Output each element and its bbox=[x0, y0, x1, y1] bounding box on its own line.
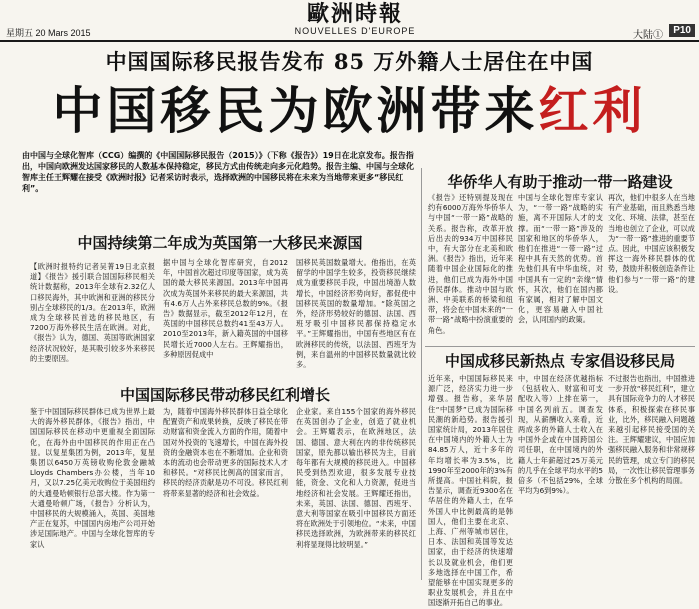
section-title-3: 华侨华人有助于推动一带一路建设 bbox=[447, 173, 673, 191]
section3-column3: 再次，他们中很多人在当地有产业基础，而且熟悉当地文化、环境、法律，甚至在当地也创立了企业，可以成为“一带一路”推进的重要节点。因此，中国应该积极发挥这一海外移民群体的优势，鼓励并积极创造条件让他们参与“一带一路”的建设。 bbox=[608, 193, 695, 294]
section2-column3: 企业家。来自155个国家的海外移民在英国创办了企业，创造了就业机会。王辉耀表示，在欧洲地区，法国、德国、意大利在内的非传统移民国家，原先都以输出移民为主，目前每年都有大规模的移民进入。中国移民受到热烈欢迎，很多发展专业技能，资金、文化和人力资源，促进当地经济和社会发展。王辉耀还指出，未来，英国、法国、德国、西班牙、意大利等国家在吸引中国移民方面还将在欧洲处于引领地位。“未来，中国移民选择欧洲，为欧洲带来的移民红利将显现得比较明显。” bbox=[296, 407, 416, 549]
kicker-headline: 中国国际移民报告发布 85 万外籍人士居住在中国 bbox=[105, 49, 594, 74]
section4-column2: 中，中国在经济优越指标（包括收入、财富和可支配收入等）上排在第一，中国名列前五。调查发现，从薪酬收入来看，近两成多的外籍人士收入在中国外企或在中国跨国公司任职，在中国境内的外籍人士年薪超过25万美元的几乎在全球平均水平的5倍多（不包括29%，全球平均为6到9%）。 bbox=[518, 374, 603, 496]
edition-label: 大陆① bbox=[633, 30, 663, 41]
section-title-1: 中国持续第二年成为英国第一大移民来源国 bbox=[77, 234, 363, 252]
masthead bbox=[0, 0, 699, 42]
newspaper-logo bbox=[290, 2, 420, 36]
section3-column2: 中国与全球化智库专家认为，“一带一路”战略的实施，离不开国际人才的支撑。而“一带一路”涉及的国家和地区的华侨华人，他们在推进“一带一路”过程中具有天然的优势。首先他们具有中华血统，对中国具有一定的“亲缘”情怀，其次，他们在国内都有家属，相对了解中国文化，更容易融入中国社会，认同国内的政策。 bbox=[518, 193, 603, 325]
page-number: P10 bbox=[669, 24, 695, 37]
section4-column3: 不过报告也指出，中国推进一步开放“移民红利”，建立具有国际竞争力的人才移民体系，积极探索在移民事业，比外，移民融入问题越来越引起移民接受国的关注。王辉耀建议，中国应加强移民融入服务和非常规移民的管理，成立专门的移民局，一次性让移民管理事务分散在多个机构的局面。 bbox=[608, 374, 695, 486]
section2-column1: 鉴于中国国际移民群体已成为世界上最大的海外移民群体，《报告》指出，中国国际移民在移动中更重视全面国际化，在海外由中国移民的作用正在凸显。以复星集团为例，2013年，复星集团以6450万英镑收购伦敦金融城Lloyds Chambers办公楼，当年10月，又以7.25亿美元收购位于美国纽约的大通曼哈顿银行总部大楼。作为第一大通曼哈顿广场，《报告》分析认为，中国移民的大规模涌入，英国、美国地产正在复苏，中国国内房地产公司开始涉足国际地产。中国与全球化智库的专家认 bbox=[30, 407, 155, 549]
section-title-4: 中国成移民新热点 专家倡设移民局 bbox=[444, 352, 676, 370]
column-divider bbox=[421, 168, 422, 580]
main-headline bbox=[0, 80, 699, 142]
section1-column2: 据中国与全球化智库研究，自2012年，中国首次超过印度等国家，成为英国的最大移民来源国。2013年中国再次成为英国外来移民的最大来源国，共有4.6万人占外来移民总数的9%。《报告》数据显示，截至2012年12月，在英国的中国移民总数约41至43万人。2010至2013年，新入籍英国的中国移民增长近7000人左右。王辉耀指出，多种原因促成中 bbox=[163, 258, 288, 359]
headline-part2: 红利 bbox=[538, 82, 647, 140]
article-lede: 由中国与全球化智库（CCG）编撰的《中国国际移民报告（2015）》（下称《报告》）19日在北京发布。报告指出，中国向欧洲发达国家移民的人数基本保持稳定，移民方式由传统走向多元化趋势。报告主编、中国与全球化智库主任王辉耀在接受《欧洲时报》记者采访时表示，选择欧洲的中国移民将在未来为当地带来更多“移民红利”。 bbox=[22, 151, 414, 193]
headline-part1: 中国移民为欧洲带来 bbox=[52, 82, 539, 140]
section-title-2: 中国国际移民带动移民红利增长 bbox=[119, 386, 330, 404]
section2-column2: 为，随着中国海外移民群体日益全球化配置资产和成果转换，反映了移民在带动财富和资金流入方面的作用，随着中国对外投资的飞速增长，中国在海外投资的金融资本也在不断增加。企业和资本的流动也会带动更多的国际技术人才和移民。“对移民比例高的国家而言，移民的经济贡献是功不可没。移民红利将带来显著的经济和社会效益。 bbox=[163, 407, 288, 498]
section1-column1: 【欧洲时报特约记者吴菁19日北京报道】《报告》援引联合国国际移民相关统计数据称，2013年全球有2.32亿人口移民海外，其中欧洲和亚洲的移民分别占全球移民的1/3。在2013年，欧洲成为全球移民首选的移民地区，有7200万海外移民生活在欧洲。对此，《报告》认为，德国、英国等欧洲国家经济状况较好，是其吸引较多外来移民的主要原因。 bbox=[30, 262, 155, 363]
issue-date: 星期五 20 Mars 2015 bbox=[6, 28, 91, 38]
section-divider bbox=[425, 346, 695, 347]
logo-french: NOUVELLES D'EUROPE bbox=[294, 26, 416, 36]
section3-column1: 《报告》还特别提及现在约有6000万海外华侨华人与中国“一带一路”战略的关系。报告称，改革开放后出去的934万中国移民中，有大部分在北美和欧洲。《报告》指出，近年来随着中国企业国际化的推进，他们已成为海外中国侨民群体。推动中国与欧洲、中美联系的桥梁和纽带，将会在中国未来的“一带一路”战略中扮演重要的角色。 bbox=[428, 193, 513, 335]
section4-column1: 近年来，中国国际移民来源广泛，经济实力进一步增强。报告称，来华居住“中国梦”已成为国际移民潮的新趋势。报告援引国家统计局，2013年居住在中国境内的外籍人士为84.85万人，近十多年的年均增长率为3.5%，比1990年至2000年的3%有所提高。中国社科院，报告显示，调查近9300名在华居住的外籍人士，在华外国人中比例最高的是韩国人，他们主要在北京、上海、广州等城市居住，日本、法国和英国等发达国家，由于经济的快速增长以及就业机会，他们更多地选择在中国工作，希望能够在中国实现更多的职业发展机会，并且在中国逐渐开拓自己的事业。 bbox=[428, 374, 513, 608]
logo-chinese: 歐洲時報 bbox=[306, 1, 403, 27]
section1-column3: 国移民英国数量增大。他指出，在英留学的中国学生较多，投资移民继续成为重要移民手段，中国出境游人数增长，中国经济形势向好，都促使中国移民英国的数量增加。“除英国之外，经济形势较好的德国、法国、西班牙吸引中国移民都保持稳定水平。”王辉耀指出，中国有些地区有在欧洲移民的传统，以法国、西班牙为例，来自温州的中国移民数量就比较多。 bbox=[296, 258, 416, 370]
